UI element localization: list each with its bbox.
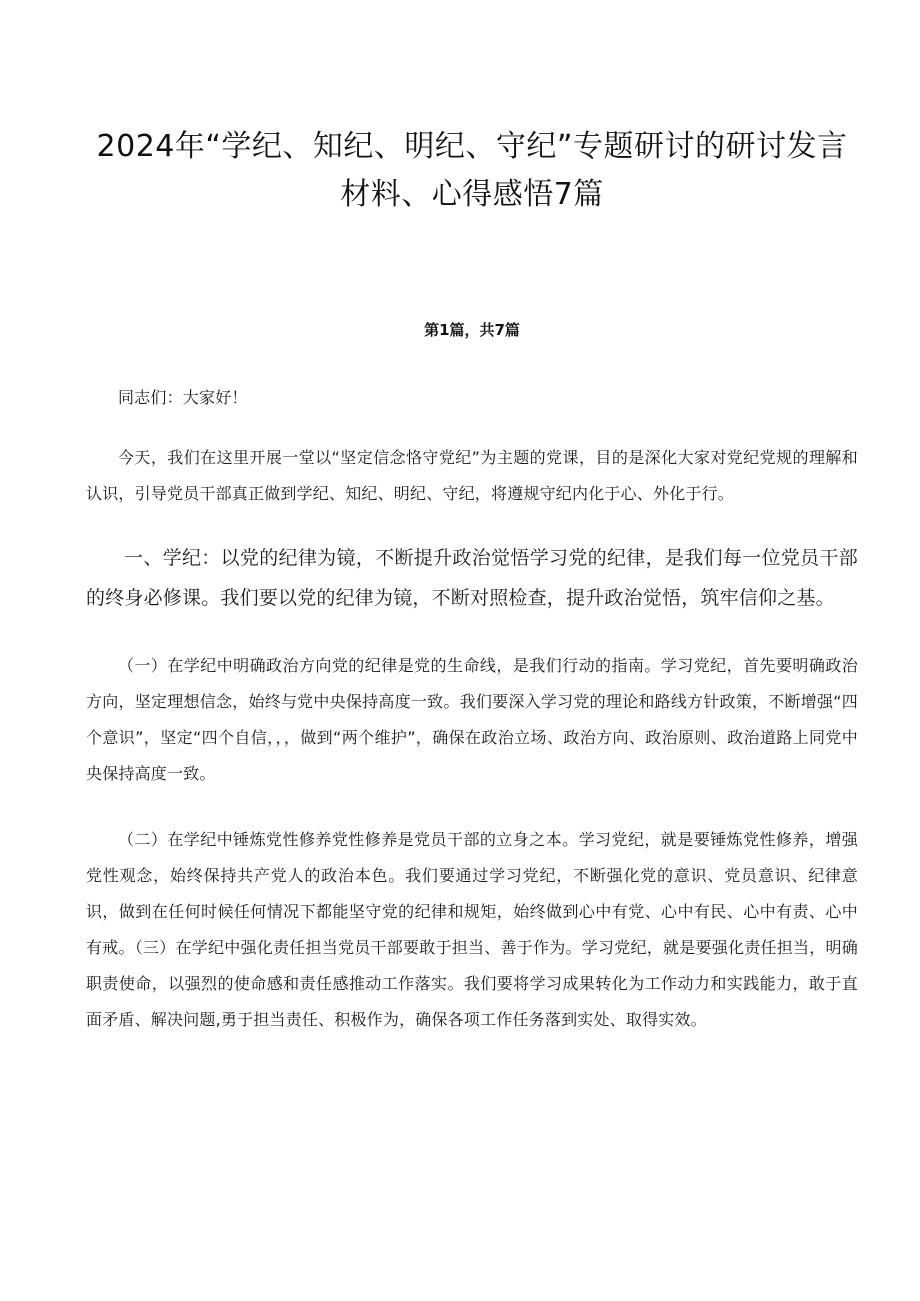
section-heading-paragraph: 一、学纪：以党的纪律为镜，不断提升政治觉悟学习党的纪律，是我们每一位党员干部的终身必修课。我们要以党的纪律为镜，不断对照检查，提升政治觉悟，筑牢信仰之基。 <box>86 547 858 609</box>
document-title: 2024年“学纪、知纪、明纪、守纪”专题研讨的研讨发言材料、心得感悟7篇 <box>96 129 848 212</box>
paragraph-party-spirit: （二）在学纪中锤炼党性修养党性修养是党员干部的立身之本。学习党纪，就是要锤炼党性修养，增强党性观念，始终保持共产党人的政治本色。我们要通过学习党纪，不断强化党的意识、党员意识、纪律意识，做到在任何时候任何情况下都能坚守党的纪律和规矩，始终做到心中有党、心中有民、心中有责、心中有戒。（三）在学纪中强化责任担当党员干部要敢于担当、善于作为。学习党纪，就是要强化责任担当，明确职责使命，以强烈的使命感和责任感推动工作落实。我们要将学习成果转化为工作动力和实践能力，敢于直面矛盾、解决问题,勇于担当责任、积极作为，确保各项工作任务落到实处、取得实效。 <box>86 830 858 1029</box>
greeting: 同志们：大家好！ <box>118 388 248 407</box>
paragraph-political-direction: （一）在学纪中明确政治方向党的纪律是党的生命线，是我们行动的指南。学习党纪，首先要明确政治方向，坚定理想信念，始终与党中央保持高度一致。我们要深入学习党的理论和路线方针政策，不断增强“四个意识”，坚定“四个自信，，，做到“两个维护”，确保在政治立场、政治方向、政治原则、政治道路上同党中央保持高度一致。 <box>86 656 858 783</box>
paragraph-intro: 今天，我们在这里开展一堂以“坚定信念恪守党纪”为主题的党课，目的是深化大家对党纪党规的理解和认识，引导党员干部真正做到学纪、知纪、明纪、守纪，将遵规守纪内化于心、外化于行。 <box>86 448 858 503</box>
article-counter: 第1篇，共7篇 <box>424 321 520 339</box>
